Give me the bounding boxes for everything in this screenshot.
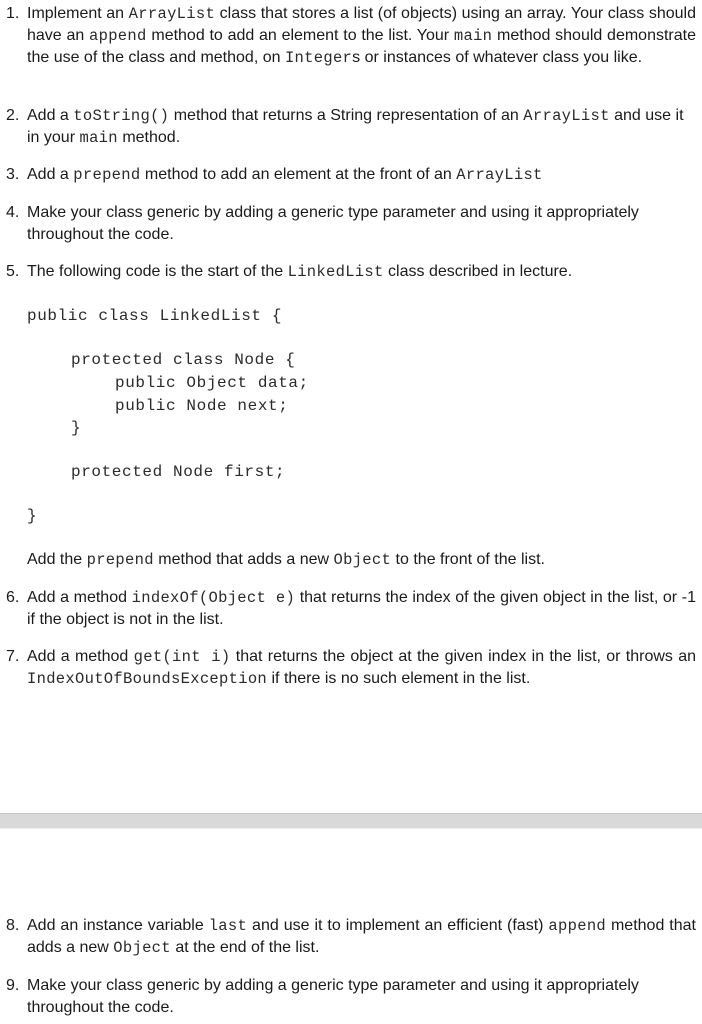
list-item-4 bbox=[0, 202, 696, 246]
code-term: Object bbox=[113, 939, 171, 957]
code-term: Integer bbox=[284, 49, 353, 67]
list-item-6 bbox=[0, 587, 696, 631]
code-term: ArrayList bbox=[523, 107, 610, 125]
item-text: Make your class generic by adding a generic type parameter and using it appropriately throughout the code. bbox=[27, 204, 639, 243]
code-term: LinkedList bbox=[287, 263, 384, 281]
item-text: Add an instance variable last and use it to implement an efficient (fast) append method that adds a new Object at the end of the list. bbox=[27, 917, 696, 957]
code-line: public Object data; bbox=[115, 374, 309, 392]
list-item-9 bbox=[0, 975, 696, 1019]
code-term: Object bbox=[333, 551, 392, 569]
item-number: 8. bbox=[6, 917, 20, 934]
item-number: 4. bbox=[6, 204, 20, 221]
code-term: main bbox=[79, 129, 118, 147]
code-term: toString() bbox=[73, 107, 170, 125]
item-text: Add the prepend method that adds a new Object to the front of the list. bbox=[27, 551, 545, 569]
item-5-followup bbox=[0, 549, 696, 571]
list-item-3 bbox=[0, 164, 696, 186]
code-term: append bbox=[89, 27, 147, 45]
code-term: append bbox=[548, 917, 607, 935]
list-item-5 bbox=[0, 261, 696, 283]
item-number: 1. bbox=[6, 5, 20, 22]
item-text: Add a toString() method that returns a String representation of an ArrayList and use it in your main method. bbox=[27, 107, 684, 147]
list-item-2 bbox=[0, 105, 696, 149]
item-text: Make your class generic by adding a generic type parameter and using it appropriately throughout the code. bbox=[27, 977, 639, 1016]
code-term: main bbox=[453, 27, 493, 45]
code-term: get(int i) bbox=[133, 648, 231, 666]
item-text: The following code is the start of the LinkedList class described in lecture. bbox=[27, 263, 573, 281]
item-number: 9. bbox=[6, 977, 20, 994]
item-text: Add a prepend method to add an element at the front of an ArrayList bbox=[27, 166, 543, 184]
list-item-7 bbox=[0, 646, 696, 690]
code-line: } bbox=[27, 507, 38, 525]
item-number: 3. bbox=[6, 166, 20, 183]
item-text: Add a method get(int i) that returns the object at the given index in the list, or throws an IndexOutOfBoundsException if there is no such element in the list. bbox=[27, 648, 696, 688]
code-term: ArrayList bbox=[128, 5, 216, 23]
item-text: Implement an ArrayList class that stores a list (of objects) using an array. Your class should have an append method to add an element to the list. Your main method should demonstrate the use of the class and method, on Integers or instances of whatever class you like. bbox=[27, 5, 696, 67]
code-line: public class LinkedList { bbox=[27, 307, 283, 325]
item-text: Add a method indexOf(Object e) that returns the index of the given object in the list, or -1 if the object is not in the list. bbox=[27, 589, 696, 628]
code-line: protected class Node { bbox=[71, 351, 296, 369]
item-number: 5. bbox=[6, 263, 20, 280]
code-term: prepend bbox=[86, 551, 154, 569]
item-number: 6. bbox=[6, 589, 20, 606]
page-divider bbox=[0, 813, 702, 829]
code-line: } bbox=[71, 419, 82, 437]
code-line: public Node next; bbox=[115, 397, 289, 415]
item-number: 2. bbox=[6, 107, 20, 124]
code-term: ArrayList bbox=[456, 166, 543, 184]
code-term: prepend bbox=[73, 166, 141, 184]
code-term: last bbox=[208, 917, 248, 935]
list-item-1 bbox=[0, 3, 696, 69]
code-term: indexOf(Object e) bbox=[131, 589, 296, 607]
code-line: protected Node first; bbox=[71, 463, 286, 481]
code-term: IndexOutOfBoundsException bbox=[27, 670, 268, 688]
item-number: 7. bbox=[6, 648, 20, 665]
list-item-8 bbox=[0, 915, 696, 959]
